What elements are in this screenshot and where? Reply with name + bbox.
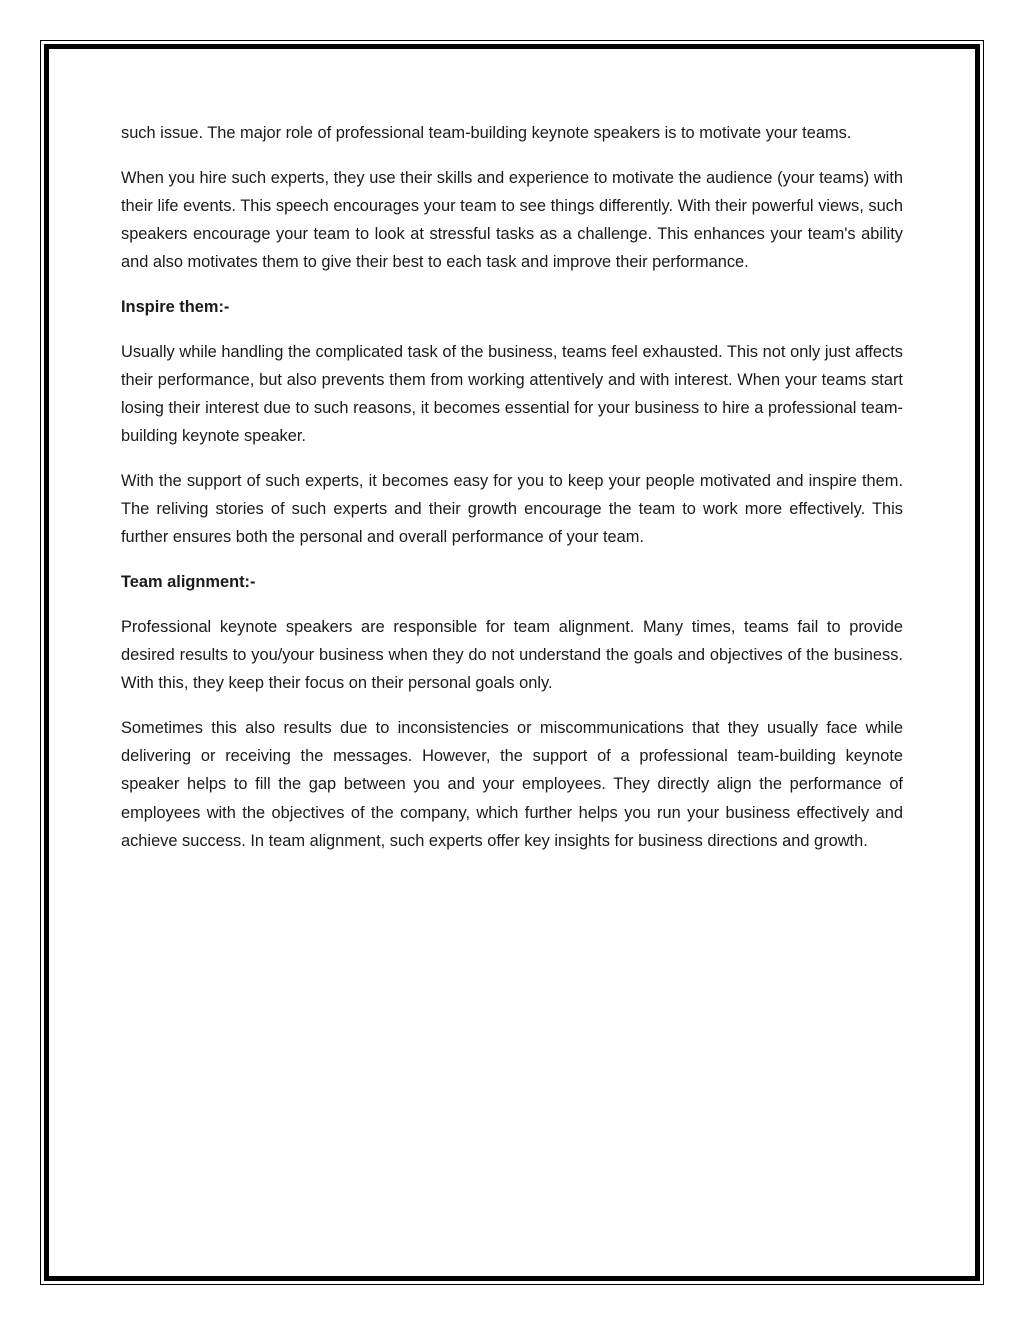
paragraph-keynote-alignment: Professional keynote speakers are responsible for team alignment. Many times, teams fail to provide desired results to you/your business when they do not understand the goals and objectives of the business. With this, they keep their focus on their personal goals only. xyxy=(121,617,903,693)
paragraph-hire-experts: When you hire such experts, they use their skills and experience to motivate the audience (your teams) with their life events. This speech encourages your team to see things differently. With their powerful views, such speakers encourage your team to look at stressful tasks as a challenge. This enhances your team's ability and also motivates them to give their best to each task and improve their performance. xyxy=(121,168,903,272)
paragraph-miscommunications: Sometimes this also results due to inconsistencies or miscommunications that they usually face while delivering or receiving the messages. However, the support of a professional team-building keynote speaker helps to fill the gap between you and your employees. They directly align the performance of employees with the objectives of the company, which further helps you run your business effectively and achieve success. In team alignment, such experts offer key insights for business directions and growth. xyxy=(121,718,903,850)
paragraph-complicated-tasks: Usually while handling the complicated task of the business, teams feel exhausted. This not only just affects their performance, but also prevents them from working attentively and with interest. When your teams start losing their interest due to such reasons, it becomes essential for your business to hire a professional team-building keynote speaker. xyxy=(121,342,903,446)
heading-inspire-them: Inspire them:- xyxy=(121,298,230,317)
paragraph-intro-continuation: such issue. The major role of professional team-building keynote speakers is to motivate your teams. xyxy=(121,124,852,142)
paragraph-support-experts: With the support of such experts, it becomes easy for you to keep your people motivated and inspire them. The reliving stories of such experts and their growth encourage the team to work more effectively. This further ensures both the personal and overall performance of your team. xyxy=(121,472,903,547)
heading-team-alignment: Team alignment:- xyxy=(121,573,256,592)
document-body xyxy=(121,119,903,871)
